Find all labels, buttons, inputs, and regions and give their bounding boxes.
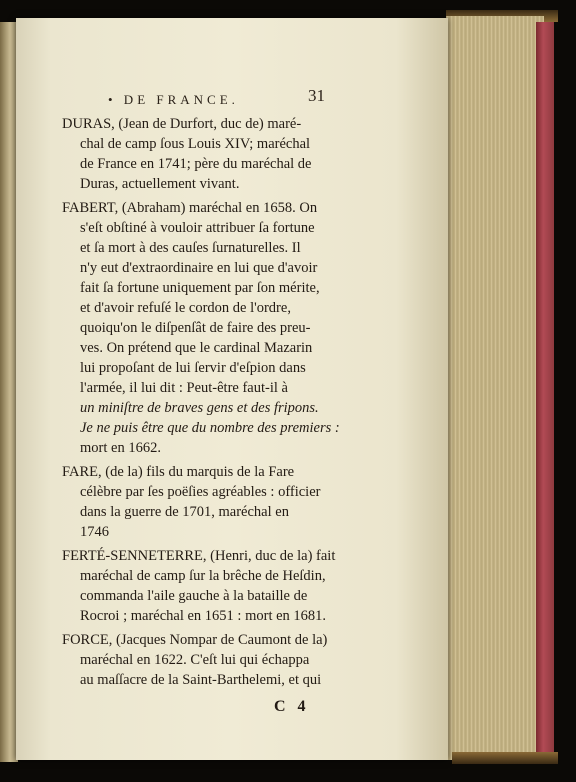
text-line: l'armée, il lui dit : Peut-être faut-il à (80, 380, 288, 396)
text-line: Rocroi ; maréchal en 1651 : mort en 1681. (80, 608, 327, 624)
text-line: FORCE, (Jacques Nompar de Caumont de la) (62, 632, 328, 648)
text-line: 1746 (80, 524, 109, 540)
text-line: célèbre par ſes poëſies agréables : officier (80, 484, 321, 500)
book-cover-bottom (452, 752, 558, 764)
text-line: commanda l'aile gauche à la bataille de (80, 588, 308, 604)
text-line: dans la guerre de 1701, maréchal en (80, 504, 289, 520)
book-headband (536, 22, 554, 752)
text-line: maréchal de camp ſur la brêche de Heſdin, (80, 568, 326, 584)
text-line: s'eſt obſtiné à vouloir attribuer ſa fortune (80, 220, 315, 236)
text-line: et d'avoir refuſé le cordon de l'ordre, (80, 300, 291, 316)
text-line: n'y eut d'extraordinaire en lui que d'avoir (80, 260, 318, 276)
text-line: et ſa mort à des cauſes ſurnaturelles. Il (80, 240, 301, 256)
text-line: Je ne puis être que du nombre des premiers : (80, 420, 340, 436)
text-line: au maſſacre de la Saint-Barthelemi, et qui (80, 672, 322, 688)
text-line: lui propoſant de lui ſervir d'eſpion dans (80, 360, 306, 376)
text-line: DURAS, (Jean de Durfort, duc de) maré- (62, 116, 302, 132)
catchword: C 4 (274, 698, 310, 715)
text-line: de France en 1741; père du maréchal de (80, 156, 312, 172)
text-line: FERTÉ-SENNETERRE, (Henri, duc de la) fait (62, 548, 336, 564)
text-line: Duras, actuellement vivant. (80, 176, 240, 192)
text-line: chal de camp ſous Louis XIV; maréchal (80, 136, 311, 152)
page-block-edge (446, 16, 544, 760)
page-number: 31 (308, 86, 325, 105)
text-line: fait ſa fortune uniquement par ſon mérite, (80, 280, 320, 296)
text-line: maréchal en 1622. C'eſt lui qui échappa (80, 652, 310, 668)
text-line: FABERT, (Abraham) maréchal en 1658. On (62, 200, 318, 216)
text-line: un miniſtre de braves gens et des fripons. (80, 400, 319, 416)
text-line: ves. On prétend que le cardinal Mazarin (80, 340, 313, 356)
text-line: quoiqu'on le diſpenſât de faire des preu- (80, 320, 311, 336)
text-line: mort en 1662. (80, 440, 161, 456)
running-head: • DE FRANCE. (108, 92, 239, 107)
text-line: FARE, (de la) fils du marquis de la Fare (62, 464, 295, 480)
